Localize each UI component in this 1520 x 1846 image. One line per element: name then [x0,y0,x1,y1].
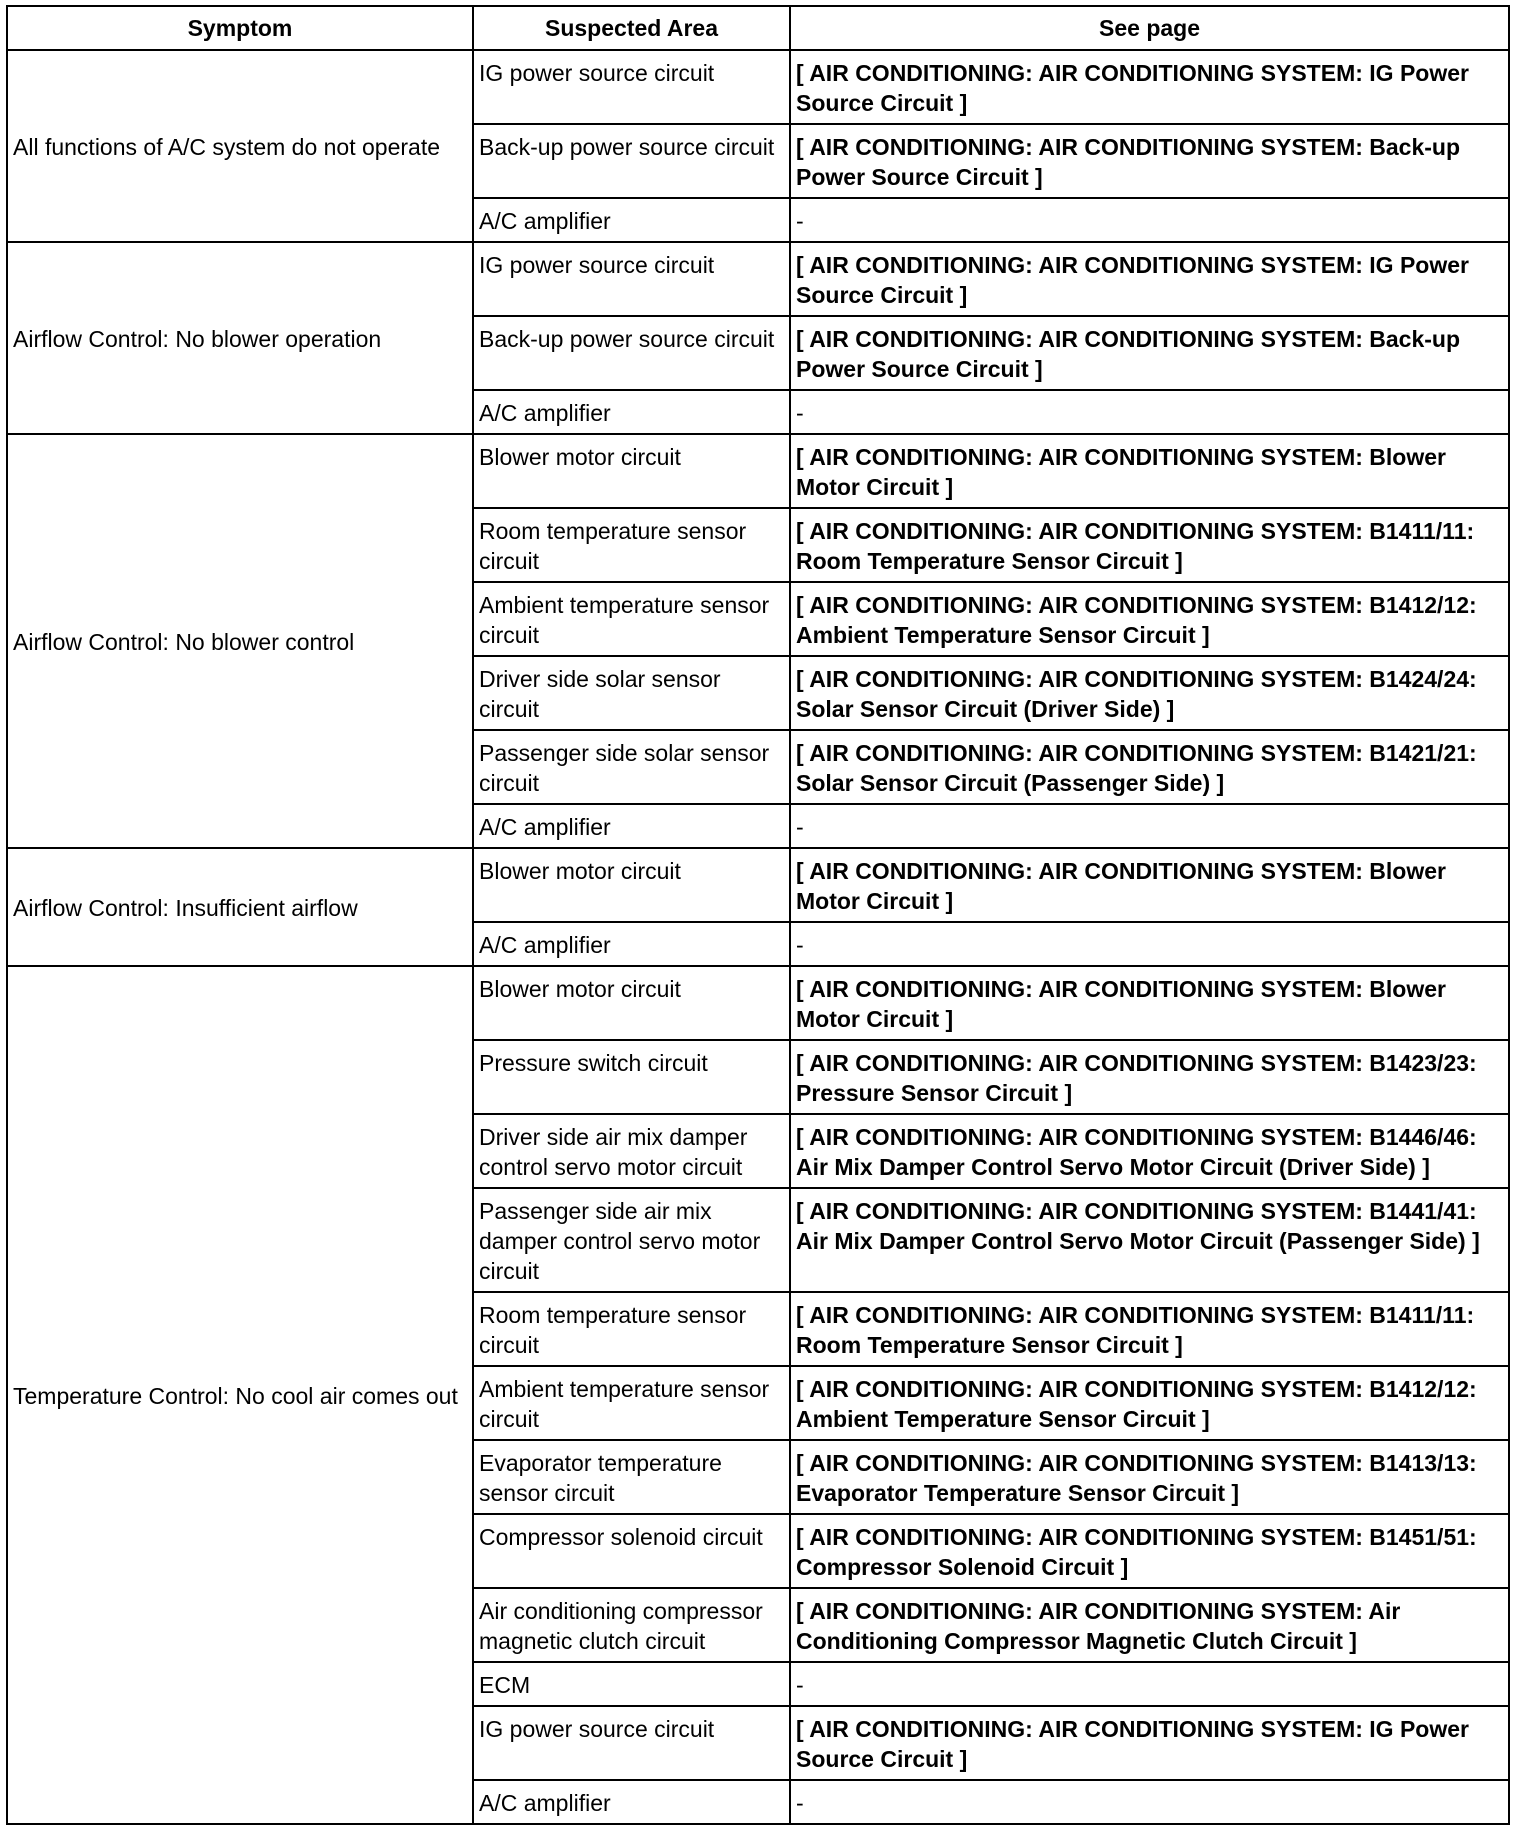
suspected-area-cell: Blower motor circuit [473,966,790,1040]
symptom-cell: Airflow Control: Insufficient airflow [7,848,473,966]
header-suspected-area: Suspected Area [473,6,790,50]
see-page-link: - [790,1662,1509,1706]
symptom-cell: Airflow Control: No blower operation [7,242,473,434]
see-page-link: - [790,804,1509,848]
header-see-page: See page [790,6,1509,50]
suspected-area-cell: A/C amplifier [473,390,790,434]
header-symptom: Symptom [7,6,473,50]
suspected-area-cell: Blower motor circuit [473,434,790,508]
suspected-area-cell: IG power source circuit [473,1706,790,1780]
see-page-link: - [790,1780,1509,1824]
suspected-area-cell: IG power source circuit [473,242,790,316]
suspected-area-cell: A/C amplifier [473,804,790,848]
see-page-link[interactable]: [ AIR CONDITIONING: AIR CONDITIONING SYSTEM: B1441/41: Air Mix Damper Control Servo Motor Circuit (Passenger Side) ] [790,1188,1509,1292]
see-page-link[interactable]: [ AIR CONDITIONING: AIR CONDITIONING SYSTEM: IG Power Source Circuit ] [790,1706,1509,1780]
see-page-link[interactable]: [ AIR CONDITIONING: AIR CONDITIONING SYSTEM: B1412/12: Ambient Temperature Sensor Circuit ] [790,582,1509,656]
see-page-link[interactable]: [ AIR CONDITIONING: AIR CONDITIONING SYSTEM: Air Conditioning Compressor Magnetic Clutch Circuit ] [790,1588,1509,1662]
suspected-area-cell: Compressor solenoid circuit [473,1514,790,1588]
suspected-area-cell: Back-up power source circuit [473,124,790,198]
see-page-link[interactable]: [ AIR CONDITIONING: AIR CONDITIONING SYSTEM: B1424/24: Solar Sensor Circuit (Driver Side) ] [790,656,1509,730]
suspected-area-cell: Driver side solar sensor circuit [473,656,790,730]
suspected-area-cell: Room temperature sensor circuit [473,508,790,582]
see-page-link[interactable]: [ AIR CONDITIONING: AIR CONDITIONING SYSTEM: B1423/23: Pressure Sensor Circuit ] [790,1040,1509,1114]
table-row [7,50,1509,124]
see-page-link[interactable]: [ AIR CONDITIONING: AIR CONDITIONING SYSTEM: Blower Motor Circuit ] [790,966,1509,1040]
suspected-area-cell: Passenger side solar sensor circuit [473,730,790,804]
see-page-link[interactable]: [ AIR CONDITIONING: AIR CONDITIONING SYSTEM: Blower Motor Circuit ] [790,848,1509,922]
see-page-link[interactable]: [ AIR CONDITIONING: AIR CONDITIONING SYSTEM: Back-up Power Source Circuit ] [790,316,1509,390]
see-page-link[interactable]: [ AIR CONDITIONING: AIR CONDITIONING SYSTEM: B1421/21: Solar Sensor Circuit (Passenger Side) ] [790,730,1509,804]
suspected-area-cell: Ambient temperature sensor circuit [473,582,790,656]
table-row [7,434,1509,508]
header-row [7,6,1509,50]
suspected-area-cell: Ambient temperature sensor circuit [473,1366,790,1440]
see-page-link[interactable]: [ AIR CONDITIONING: AIR CONDITIONING SYSTEM: B1451/51: Compressor Solenoid Circuit ] [790,1514,1509,1588]
see-page-link[interactable]: [ AIR CONDITIONING: AIR CONDITIONING SYSTEM: IG Power Source Circuit ] [790,50,1509,124]
suspected-area-cell: Air conditioning compressor magnetic clutch circuit [473,1588,790,1662]
suspected-area-cell: IG power source circuit [473,50,790,124]
table-body [7,50,1509,1824]
suspected-area-cell: Evaporator temperature sensor circuit [473,1440,790,1514]
symptom-cell: Airflow Control: No blower control [7,434,473,848]
see-page-link: - [790,198,1509,242]
suspected-area-cell: Blower motor circuit [473,848,790,922]
suspected-area-cell: A/C amplifier [473,1780,790,1824]
suspected-area-cell: Passenger side air mix damper control servo motor circuit [473,1188,790,1292]
see-page-link[interactable]: [ AIR CONDITIONING: AIR CONDITIONING SYSTEM: Back-up Power Source Circuit ] [790,124,1509,198]
symptom-cell: All functions of A/C system do not operate [7,50,473,242]
suspected-area-cell: Room temperature sensor circuit [473,1292,790,1366]
see-page-link[interactable]: [ AIR CONDITIONING: AIR CONDITIONING SYSTEM: B1411/11: Room Temperature Sensor Circuit ] [790,508,1509,582]
see-page-link[interactable]: [ AIR CONDITIONING: AIR CONDITIONING SYSTEM: IG Power Source Circuit ] [790,242,1509,316]
see-page-link: - [790,390,1509,434]
suspected-area-cell: Pressure switch circuit [473,1040,790,1114]
problem-symptoms-table [6,5,1510,1825]
suspected-area-cell: Back-up power source circuit [473,316,790,390]
suspected-area-cell: ECM [473,1662,790,1706]
suspected-area-cell: A/C amplifier [473,922,790,966]
table-row [7,848,1509,922]
see-page-link[interactable]: [ AIR CONDITIONING: AIR CONDITIONING SYSTEM: Blower Motor Circuit ] [790,434,1509,508]
suspected-area-cell: A/C amplifier [473,198,790,242]
suspected-area-cell: Driver side air mix damper control servo motor circuit [473,1114,790,1188]
see-page-link[interactable]: [ AIR CONDITIONING: AIR CONDITIONING SYSTEM: B1411/11: Room Temperature Sensor Circuit ] [790,1292,1509,1366]
see-page-link[interactable]: [ AIR CONDITIONING: AIR CONDITIONING SYSTEM: B1446/46: Air Mix Damper Control Servo Motor Circuit (Driver Side) ] [790,1114,1509,1188]
see-page-link: - [790,922,1509,966]
table-row [7,242,1509,316]
table-row [7,966,1509,1040]
see-page-link[interactable]: [ AIR CONDITIONING: AIR CONDITIONING SYSTEM: B1412/12: Ambient Temperature Sensor Circuit ] [790,1366,1509,1440]
see-page-link[interactable]: [ AIR CONDITIONING: AIR CONDITIONING SYSTEM: B1413/13: Evaporator Temperature Sensor Circuit ] [790,1440,1509,1514]
symptom-cell: Temperature Control: No cool air comes out [7,966,473,1824]
